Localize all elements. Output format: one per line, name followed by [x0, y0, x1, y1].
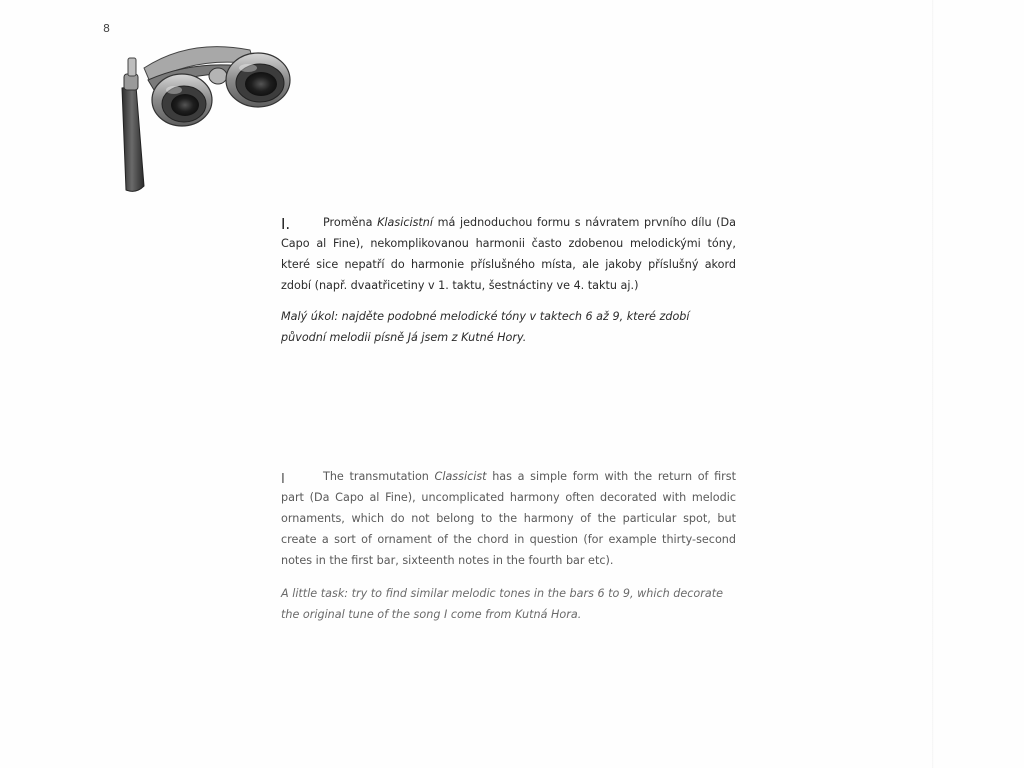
opera-glasses-icon: [100, 28, 300, 198]
english-text-after: has a simple form with the return of first part (Da Capo al Fine), uncomplicated harmony often decorated with melodic ornaments, which do not belong to the harmony of the particular spot, but create a sort of ornament of the chord in question (for example thirty-second notes in the first bar, sixteenth notes in the fourth bar etc).: [281, 470, 736, 567]
section-marker: I.: [281, 215, 291, 233]
english-title-italic: Classicist: [434, 470, 487, 483]
czech-task: Malý úkol: najděte podobné melodické tóny v taktech 6 až 9, které zdobí původní melodii písně Já jsem z Kutné Hory.: [281, 310, 690, 344]
english-section: [281, 466, 736, 625]
english-text-before: The transmutation: [323, 470, 435, 483]
czech-text-before: Proměna: [323, 216, 378, 229]
english-task: A little task: try to find similar melodic tones in the bars 6 to 9, which decorate the original tune of the song I come from Kutná Hora.: [281, 587, 724, 621]
section-marker: I: [281, 472, 285, 487]
czech-text-after: má jednoduchou formu s návratem prvního dílu (Da Capo al Fine), nekomplikovanou harmonii často zdobenou melodickými tóny, které sice nepatří do harmonie příslušného místa, ale jakoby příslušný akord zdobí (např. dvaatřicetiny v 1. taktu, šestnáctiny ve 4. taktu aj.): [281, 216, 736, 292]
scan-edge: [932, 0, 934, 768]
page-number: 8: [103, 22, 110, 35]
czech-paragraph: [281, 212, 736, 296]
czech-title-italic: Klasicistní: [377, 216, 434, 229]
czech-section: [281, 212, 736, 348]
english-paragraph: [281, 466, 736, 571]
